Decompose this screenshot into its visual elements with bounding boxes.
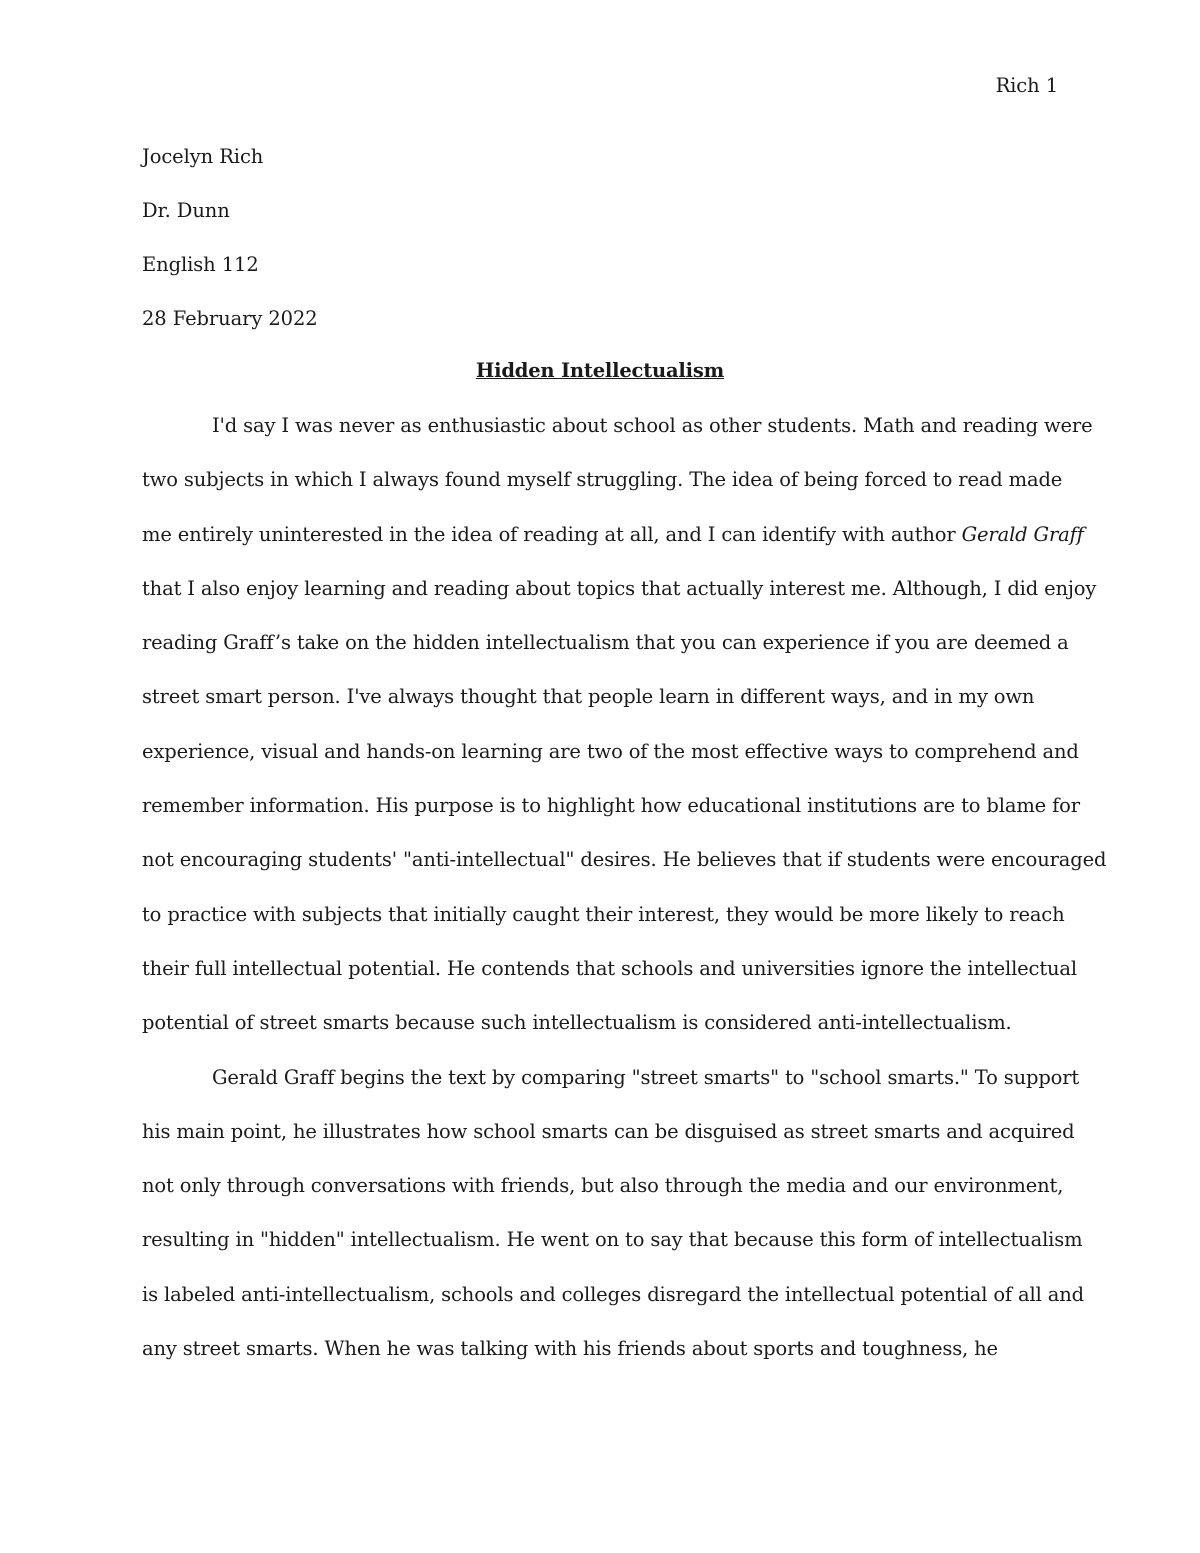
body-line: not only through conversations with friends, but also through the media and our environment, (142, 1174, 1064, 1198)
body-line: Gerald Graff begins the text by comparing "street smarts" to "school smarts." To support (212, 1065, 1080, 1089)
body-line: resulting in "hidden" intellectualism. He went on to say that because this form of intellectualism (142, 1228, 1083, 1252)
body-line: two subjects in which I always found myself struggling. The idea of being forced to read made (142, 468, 1063, 492)
body-line: not encouraging students' "anti-intellectual" desires. He believes that if students were encouraged (142, 848, 1107, 872)
body-line: street smart person. I've always thought that people learn in different ways, and in my own (142, 685, 1035, 709)
body-line: reading Graff’s take on the hidden intellectualism that you can experience if you are deemed a (142, 631, 1069, 655)
course-name: English 112 (142, 253, 259, 276)
author-info-block (142, 143, 318, 359)
body-line (142, 521, 1084, 575)
running-header: Rich 1 (995, 74, 1058, 97)
essay-title: Hidden Intellectualism (475, 359, 725, 382)
essay-body (142, 412, 1107, 1389)
body-line: his main point, he illustrates how school smarts can be disguised as street smarts and acquired (142, 1119, 1075, 1143)
italic-author-name: Gerald Graff (961, 522, 1084, 546)
body-line: that I also enjoy learning and reading about topics that actually interest me. Although, I did enjoy (142, 576, 1097, 600)
body-line: any street smarts. When he was talking with his friends about sports and toughness, he (142, 1337, 998, 1361)
body-line: is labeled anti-intellectualism, schools and colleges disregard the intellectual potential of all and (142, 1282, 1084, 1306)
body-line-text: me entirely uninterested in the idea of reading at all, and I can identify with author (142, 522, 962, 546)
essay-date: 28 February 2022 (142, 307, 318, 330)
instructor-name: Dr. Dunn (142, 199, 230, 222)
body-line: to practice with subjects that initially caught their interest, they would be more likely to reach (142, 902, 1065, 926)
author-name: Jocelyn Rich (142, 145, 264, 168)
body-line: remember information. His purpose is to highlight how educational institutions are to blame for (142, 794, 1080, 818)
body-line: experience, visual and hands-on learning are two of the most effective ways to comprehend and (142, 739, 1079, 763)
body-line: I'd say I was never as enthusiastic about school as other students. Math and reading were (212, 414, 1093, 437)
body-line: potential of street smarts because such intellectualism is considered anti-intellectualism. (142, 1011, 1012, 1035)
body-line: their full intellectual potential. He contends that schools and universities ignore the intellectual (142, 956, 1077, 980)
